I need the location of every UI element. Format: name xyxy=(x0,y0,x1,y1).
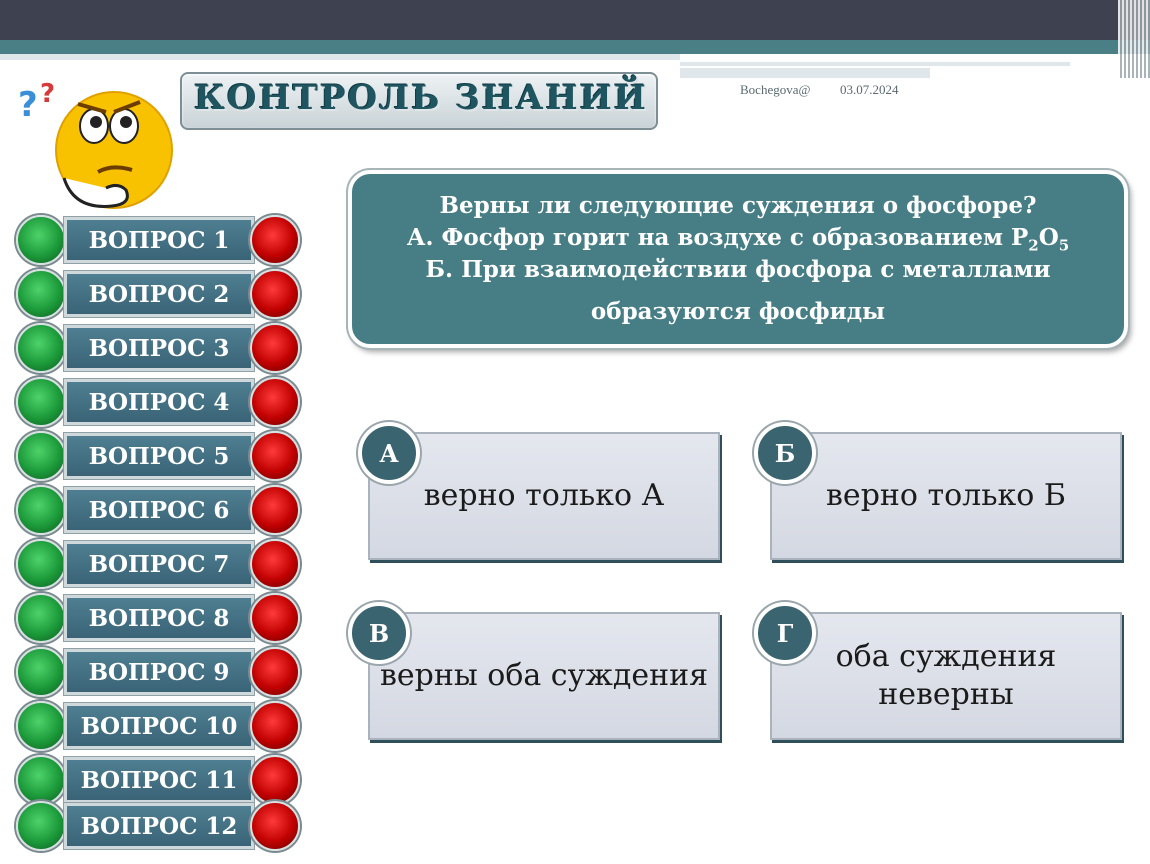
top-stripe-2 xyxy=(680,62,1070,66)
wrong-indicator-icon[interactable] xyxy=(250,647,300,697)
question-line-2-oxygen: O xyxy=(1038,224,1059,251)
top-stripe xyxy=(0,54,680,60)
date-label: 03.07.2024 xyxy=(840,82,899,97)
svg-text:?: ? xyxy=(40,79,56,109)
top-bar xyxy=(0,0,1150,40)
question-marks-icon: ? xyxy=(18,85,38,125)
question-nav-row-9 xyxy=(14,646,304,698)
wrong-indicator-icon[interactable] xyxy=(250,269,300,319)
correct-indicator-icon[interactable] xyxy=(16,215,66,265)
question-nav-row-8 xyxy=(14,592,304,644)
question-box xyxy=(348,170,1128,348)
top-accent-bar xyxy=(0,40,1150,54)
question-3-button[interactable]: ВОПРОС 3 xyxy=(64,325,254,371)
question-12-button[interactable]: ВОПРОС 12 xyxy=(64,803,254,849)
question-line-2-text: А. Фосфор горит на воздухе с образованием P xyxy=(406,224,1029,251)
author-label: Bochegova@ xyxy=(740,82,811,97)
answer-option-a[interactable] xyxy=(368,432,720,560)
answer-b-badge: Б xyxy=(754,422,816,484)
decorative-lines xyxy=(1118,0,1150,78)
question-10-button[interactable]: ВОПРОС 10 xyxy=(64,703,254,749)
thinking-smiley-icon xyxy=(14,78,174,218)
question-nav-row-5 xyxy=(14,430,304,482)
question-8-button[interactable]: ВОПРОС 8 xyxy=(64,595,254,641)
answer-d-badge: Г xyxy=(754,602,816,664)
correct-indicator-icon[interactable] xyxy=(16,485,66,535)
wrong-indicator-icon[interactable] xyxy=(250,801,300,851)
wrong-indicator-icon[interactable] xyxy=(250,377,300,427)
correct-indicator-icon[interactable] xyxy=(16,755,66,805)
wrong-indicator-icon[interactable] xyxy=(250,485,300,535)
question-line-4: образуются фосфиды xyxy=(590,298,886,325)
question-6-button[interactable]: ВОПРОС 6 xyxy=(64,487,254,533)
correct-indicator-icon[interactable] xyxy=(16,269,66,319)
wrong-indicator-icon[interactable] xyxy=(250,215,300,265)
question-7-button[interactable]: ВОПРОС 7 xyxy=(64,541,254,587)
answer-a-badge: А xyxy=(358,422,420,484)
title-banner xyxy=(180,72,658,130)
question-line-1: Верны ли следующие суждения о фосфоре? xyxy=(439,192,1037,219)
question-11-button[interactable]: ВОПРОС 11 xyxy=(64,757,254,803)
answer-b-text: верно только Б xyxy=(826,478,1066,513)
correct-indicator-icon[interactable] xyxy=(16,647,66,697)
question-nav-row-10 xyxy=(14,700,304,752)
correct-indicator-icon[interactable] xyxy=(16,539,66,589)
wrong-indicator-icon[interactable] xyxy=(250,431,300,481)
answer-a-text: верно только А xyxy=(423,478,665,513)
question-9-button[interactable]: ВОПРОС 9 xyxy=(64,649,254,695)
page-title: КОНТРОЛЬ ЗНАНИЙ xyxy=(194,78,648,118)
top-stripe-3 xyxy=(680,68,930,78)
subscript-2: 2 xyxy=(1028,236,1039,255)
question-2-button[interactable]: ВОПРОС 2 xyxy=(64,271,254,317)
answer-option-b[interactable] xyxy=(770,432,1122,560)
subscript-5: 5 xyxy=(1058,236,1070,255)
question-nav-row-11 xyxy=(14,754,304,806)
question-4-button[interactable]: ВОПРОС 4 xyxy=(64,379,254,425)
correct-indicator-icon[interactable] xyxy=(16,801,66,851)
correct-indicator-icon[interactable] xyxy=(16,323,66,373)
wrong-indicator-icon[interactable] xyxy=(250,755,300,805)
answer-option-d[interactable] xyxy=(770,612,1122,740)
correct-indicator-icon[interactable] xyxy=(16,593,66,643)
question-nav-row-1 xyxy=(14,214,304,266)
question-nav-row-3 xyxy=(14,322,304,374)
wrong-indicator-icon[interactable] xyxy=(250,323,300,373)
question-nav-row-7 xyxy=(14,538,304,590)
question-nav-row-6 xyxy=(14,484,304,536)
question-nav-row-4 xyxy=(14,376,304,428)
wrong-indicator-icon[interactable] xyxy=(250,701,300,751)
question-nav-row-2 xyxy=(14,268,304,320)
answer-c-badge: В xyxy=(348,602,410,664)
question-line-2 xyxy=(352,224,1124,255)
question-line-3: Б. При взаимодействии фосфора с металлами xyxy=(425,256,1051,283)
wrong-indicator-icon[interactable] xyxy=(250,593,300,643)
question-1-button[interactable]: ВОПРОС 1 xyxy=(64,217,254,263)
question-5-button[interactable]: ВОПРОС 5 xyxy=(64,433,254,479)
answer-d-text: оба суждения неверны xyxy=(835,639,1057,712)
correct-indicator-icon[interactable] xyxy=(16,377,66,427)
question-nav-row-12 xyxy=(14,800,304,852)
answer-option-c[interactable] xyxy=(368,612,720,740)
correct-indicator-icon[interactable] xyxy=(16,701,66,751)
answer-c-text: верны оба суждения xyxy=(380,658,708,693)
wrong-indicator-icon[interactable] xyxy=(250,539,300,589)
correct-indicator-icon[interactable] xyxy=(16,431,66,481)
